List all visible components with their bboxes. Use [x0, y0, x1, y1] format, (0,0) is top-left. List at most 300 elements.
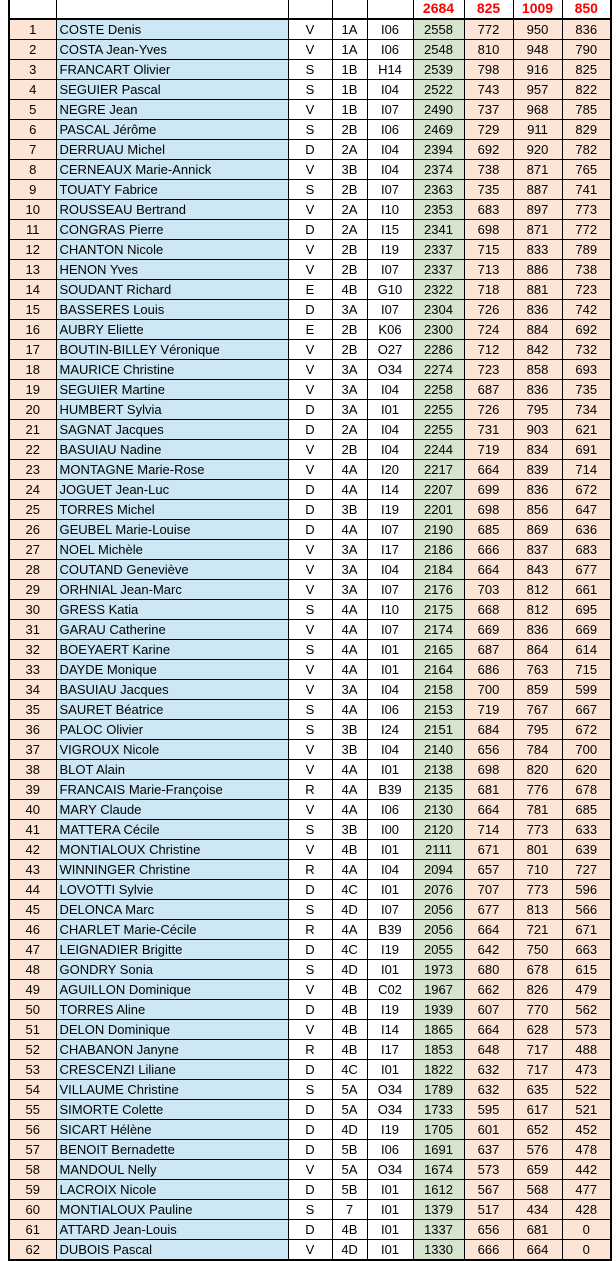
- rank-cell: 62: [9, 1240, 56, 1261]
- category-cell: V: [288, 240, 332, 260]
- rank-cell: 48: [9, 960, 56, 980]
- score2-cell: 826: [513, 980, 562, 1000]
- rank-cell: 26: [9, 520, 56, 540]
- total-cell: 1822: [413, 1060, 464, 1080]
- table-row: [9, 560, 611, 580]
- rank-cell: 52: [9, 1040, 56, 1060]
- score2-cell: 839: [513, 460, 562, 480]
- score1-cell: 719: [464, 440, 513, 460]
- table-row: [9, 600, 611, 620]
- header-cell-0: [9, 0, 56, 19]
- series-cell: 2B: [332, 320, 367, 340]
- table-row: [9, 820, 611, 840]
- category-cell: D: [288, 220, 332, 240]
- table-row: [9, 1220, 611, 1240]
- series-cell: 1A: [332, 19, 367, 40]
- rank-cell: 44: [9, 880, 56, 900]
- table-row: [9, 60, 611, 80]
- rank-cell: 54: [9, 1080, 56, 1100]
- name-cell: HUMBERT Sylvia: [56, 400, 288, 420]
- score3-cell: 672: [562, 720, 611, 740]
- score3-cell: 735: [562, 380, 611, 400]
- score1-cell: 681: [464, 780, 513, 800]
- score1-cell: 735: [464, 180, 513, 200]
- score2-cell: 834: [513, 440, 562, 460]
- rank-cell: 56: [9, 1120, 56, 1140]
- table-row: [9, 220, 611, 240]
- table-row: [9, 320, 611, 340]
- score2-cell: 628: [513, 1020, 562, 1040]
- score3-cell: 772: [562, 220, 611, 240]
- score3-cell: 669: [562, 620, 611, 640]
- rank-cell: 20: [9, 400, 56, 420]
- rank-cell: 2: [9, 40, 56, 60]
- category-cell: E: [288, 280, 332, 300]
- club-cell: I17: [367, 540, 413, 560]
- total-cell: 2190: [413, 520, 464, 540]
- club-cell: O34: [367, 1160, 413, 1180]
- total-cell: 1865: [413, 1020, 464, 1040]
- name-cell: LACROIX Nicole: [56, 1180, 288, 1200]
- name-cell: ORHNIAL Jean-Marc: [56, 580, 288, 600]
- score1-cell: 698: [464, 500, 513, 520]
- name-cell: DELONCA Marc: [56, 900, 288, 920]
- total-cell: 2140: [413, 740, 464, 760]
- score2-cell: 773: [513, 820, 562, 840]
- score1-cell: 729: [464, 120, 513, 140]
- total-cell: 2244: [413, 440, 464, 460]
- total-cell: 2490: [413, 100, 464, 120]
- total-cell: 2322: [413, 280, 464, 300]
- name-cell: ATTARD Jean-Louis: [56, 1220, 288, 1240]
- category-cell: V: [288, 440, 332, 460]
- name-cell: AGUILLON Dominique: [56, 980, 288, 1000]
- score2-cell: 911: [513, 120, 562, 140]
- club-cell: I07: [367, 300, 413, 320]
- series-cell: 4B: [332, 980, 367, 1000]
- rank-cell: 9: [9, 180, 56, 200]
- category-cell: S: [288, 180, 332, 200]
- category-cell: V: [288, 1020, 332, 1040]
- total-cell: 2558: [413, 19, 464, 40]
- score1-cell: 714: [464, 820, 513, 840]
- score3-cell: 428: [562, 1200, 611, 1220]
- name-cell: SOUDANT Richard: [56, 280, 288, 300]
- series-cell: 2A: [332, 420, 367, 440]
- club-cell: I04: [367, 680, 413, 700]
- rank-cell: 17: [9, 340, 56, 360]
- score1-cell: 648: [464, 1040, 513, 1060]
- series-cell: 2B: [332, 260, 367, 280]
- rank-cell: 27: [9, 540, 56, 560]
- name-cell: DUBOIS Pascal: [56, 1240, 288, 1261]
- score2-cell: 681: [513, 1220, 562, 1240]
- total-cell: 2337: [413, 240, 464, 260]
- club-cell: I07: [367, 180, 413, 200]
- series-cell: 4C: [332, 1060, 367, 1080]
- series-cell: 4A: [332, 780, 367, 800]
- rank-cell: 57: [9, 1140, 56, 1160]
- score2-cell: 869: [513, 520, 562, 540]
- club-cell: K06: [367, 320, 413, 340]
- club-cell: I14: [367, 1020, 413, 1040]
- total-cell: 1330: [413, 1240, 464, 1261]
- score1-cell: 669: [464, 620, 513, 640]
- club-cell: I04: [367, 380, 413, 400]
- club-cell: I07: [367, 260, 413, 280]
- table-row: [9, 1080, 611, 1100]
- category-cell: R: [288, 920, 332, 940]
- score2-cell: 776: [513, 780, 562, 800]
- score2-cell: 568: [513, 1180, 562, 1200]
- score1-cell: 698: [464, 220, 513, 240]
- total-cell: 1379: [413, 1200, 464, 1220]
- club-cell: I04: [367, 560, 413, 580]
- table-row: [9, 180, 611, 200]
- rank-cell: 38: [9, 760, 56, 780]
- score1-cell: 703: [464, 580, 513, 600]
- score3-cell: 667: [562, 700, 611, 720]
- score2-cell: 717: [513, 1040, 562, 1060]
- table-row: [9, 19, 611, 40]
- name-cell: VIGROUX Nicole: [56, 740, 288, 760]
- table-row: [9, 1000, 611, 1020]
- club-cell: I07: [367, 520, 413, 540]
- category-cell: D: [288, 480, 332, 500]
- category-cell: D: [288, 1120, 332, 1140]
- name-cell: GONDRY Sonia: [56, 960, 288, 980]
- series-cell: 3B: [332, 740, 367, 760]
- category-cell: D: [288, 1000, 332, 1020]
- club-cell: I19: [367, 1000, 413, 1020]
- rank-cell: 34: [9, 680, 56, 700]
- rank-cell: 30: [9, 600, 56, 620]
- table-row: [9, 940, 611, 960]
- score2-cell: 659: [513, 1160, 562, 1180]
- total-cell: 2286: [413, 340, 464, 360]
- club-cell: B39: [367, 780, 413, 800]
- series-cell: 5A: [332, 1100, 367, 1120]
- total-cell: 2374: [413, 160, 464, 180]
- club-cell: I01: [367, 400, 413, 420]
- name-cell: GARAU Catherine: [56, 620, 288, 640]
- name-cell: CRESCENZI Liliane: [56, 1060, 288, 1080]
- table-row: [9, 780, 611, 800]
- score1-cell: 772: [464, 19, 513, 40]
- total-cell: 2255: [413, 420, 464, 440]
- name-cell: GEUBEL Marie-Louise: [56, 520, 288, 540]
- category-cell: V: [288, 100, 332, 120]
- score3-cell: 822: [562, 80, 611, 100]
- score2-cell: 836: [513, 620, 562, 640]
- rank-cell: 35: [9, 700, 56, 720]
- score1-cell: 657: [464, 860, 513, 880]
- table-row: [9, 760, 611, 780]
- header-cell-8: 850: [562, 0, 611, 19]
- rank-cell: 49: [9, 980, 56, 1000]
- rank-cell: 43: [9, 860, 56, 880]
- category-cell: V: [288, 800, 332, 820]
- score1-cell: 737: [464, 100, 513, 120]
- score3-cell: 672: [562, 480, 611, 500]
- category-cell: S: [288, 720, 332, 740]
- club-cell: I01: [367, 840, 413, 860]
- category-cell: V: [288, 380, 332, 400]
- category-cell: V: [288, 680, 332, 700]
- table-row: [9, 300, 611, 320]
- score3-cell: 442: [562, 1160, 611, 1180]
- series-cell: 2B: [332, 120, 367, 140]
- score1-cell: 656: [464, 740, 513, 760]
- score1-cell: 726: [464, 300, 513, 320]
- table-row: [9, 260, 611, 280]
- total-cell: 1612: [413, 1180, 464, 1200]
- name-cell: TORRES Michel: [56, 500, 288, 520]
- table-row: [9, 380, 611, 400]
- club-cell: I19: [367, 1120, 413, 1140]
- club-cell: I06: [367, 1140, 413, 1160]
- score3-cell: 0: [562, 1220, 611, 1240]
- name-cell: SIMORTE Colette: [56, 1100, 288, 1120]
- club-cell: I01: [367, 880, 413, 900]
- table-row: [9, 880, 611, 900]
- total-cell: 1691: [413, 1140, 464, 1160]
- score1-cell: 607: [464, 1000, 513, 1020]
- series-cell: 4A: [332, 660, 367, 680]
- name-cell: BENOIT Bernadette: [56, 1140, 288, 1160]
- rank-cell: 5: [9, 100, 56, 120]
- name-cell: PALOC Olivier: [56, 720, 288, 740]
- series-cell: 3A: [332, 560, 367, 580]
- category-cell: E: [288, 320, 332, 340]
- category-cell: V: [288, 620, 332, 640]
- club-cell: I04: [367, 860, 413, 880]
- rank-cell: 37: [9, 740, 56, 760]
- club-cell: I10: [367, 200, 413, 220]
- series-cell: 2A: [332, 140, 367, 160]
- table-row: [9, 1040, 611, 1060]
- score1-cell: 713: [464, 260, 513, 280]
- score2-cell: 576: [513, 1140, 562, 1160]
- club-cell: G10: [367, 280, 413, 300]
- rank-cell: 59: [9, 1180, 56, 1200]
- category-cell: S: [288, 960, 332, 980]
- category-cell: S: [288, 640, 332, 660]
- total-cell: 2138: [413, 760, 464, 780]
- club-cell: I10: [367, 600, 413, 620]
- series-cell: 3B: [332, 720, 367, 740]
- series-cell: 4A: [332, 920, 367, 940]
- total-cell: 2469: [413, 120, 464, 140]
- score3-cell: 734: [562, 400, 611, 420]
- header-cell-4: [367, 0, 413, 19]
- series-cell: 1A: [332, 40, 367, 60]
- score2-cell: 678: [513, 960, 562, 980]
- total-cell: 1705: [413, 1120, 464, 1140]
- table-row: [9, 340, 611, 360]
- score1-cell: 699: [464, 480, 513, 500]
- score3-cell: 714: [562, 460, 611, 480]
- club-cell: I01: [367, 1240, 413, 1261]
- score3-cell: 742: [562, 300, 611, 320]
- score1-cell: 684: [464, 720, 513, 740]
- series-cell: 4D: [332, 960, 367, 980]
- table-row: [9, 1020, 611, 1040]
- score3-cell: 615: [562, 960, 611, 980]
- club-cell: I14: [367, 480, 413, 500]
- total-cell: 2304: [413, 300, 464, 320]
- score3-cell: 621: [562, 420, 611, 440]
- score2-cell: 721: [513, 920, 562, 940]
- score3-cell: 727: [562, 860, 611, 880]
- score3-cell: 732: [562, 340, 611, 360]
- score2-cell: 763: [513, 660, 562, 680]
- club-cell: I01: [367, 640, 413, 660]
- score2-cell: 843: [513, 560, 562, 580]
- score1-cell: 718: [464, 280, 513, 300]
- score1-cell: 719: [464, 700, 513, 720]
- category-cell: V: [288, 760, 332, 780]
- name-cell: MONTAGNE Marie-Rose: [56, 460, 288, 480]
- category-cell: D: [288, 400, 332, 420]
- score3-cell: 685: [562, 800, 611, 820]
- score1-cell: 664: [464, 460, 513, 480]
- score2-cell: 812: [513, 580, 562, 600]
- table-row: [9, 1240, 611, 1261]
- score1-cell: 601: [464, 1120, 513, 1140]
- series-cell: 2A: [332, 220, 367, 240]
- name-cell: MANDOUL Nelly: [56, 1160, 288, 1180]
- score2-cell: 903: [513, 420, 562, 440]
- category-cell: D: [288, 420, 332, 440]
- score2-cell: 770: [513, 1000, 562, 1020]
- table-row: [9, 480, 611, 500]
- total-cell: 2135: [413, 780, 464, 800]
- rank-cell: 53: [9, 1060, 56, 1080]
- category-cell: D: [288, 1220, 332, 1240]
- score2-cell: 859: [513, 680, 562, 700]
- club-cell: I07: [367, 620, 413, 640]
- score1-cell: 680: [464, 960, 513, 980]
- score1-cell: 517: [464, 1200, 513, 1220]
- name-cell: BOEYAERT Karine: [56, 640, 288, 660]
- table-row: [9, 900, 611, 920]
- rank-cell: 18: [9, 360, 56, 380]
- score1-cell: 692: [464, 140, 513, 160]
- total-cell: 2111: [413, 840, 464, 860]
- series-cell: 5A: [332, 1160, 367, 1180]
- table-row: [9, 580, 611, 600]
- club-cell: I04: [367, 160, 413, 180]
- score3-cell: 677: [562, 560, 611, 580]
- score1-cell: 666: [464, 1240, 513, 1261]
- name-cell: VILLAUME Christine: [56, 1080, 288, 1100]
- rank-cell: 51: [9, 1020, 56, 1040]
- name-cell: SEGUIER Pascal: [56, 80, 288, 100]
- category-cell: D: [288, 140, 332, 160]
- score1-cell: 723: [464, 360, 513, 380]
- score3-cell: 765: [562, 160, 611, 180]
- club-cell: O34: [367, 1100, 413, 1120]
- name-cell: FRANCAIS Marie-Françoise: [56, 780, 288, 800]
- category-cell: S: [288, 700, 332, 720]
- category-cell: R: [288, 860, 332, 880]
- score3-cell: 596: [562, 880, 611, 900]
- score2-cell: 858: [513, 360, 562, 380]
- score1-cell: 664: [464, 1020, 513, 1040]
- name-cell: FRANCART Olivier: [56, 60, 288, 80]
- rank-cell: 14: [9, 280, 56, 300]
- score3-cell: 566: [562, 900, 611, 920]
- series-cell: 4B: [332, 840, 367, 860]
- rank-cell: 29: [9, 580, 56, 600]
- score2-cell: 886: [513, 260, 562, 280]
- category-cell: S: [288, 1200, 332, 1220]
- table-row: [9, 440, 611, 460]
- series-cell: 2B: [332, 440, 367, 460]
- series-cell: 4A: [332, 860, 367, 880]
- name-cell: ROUSSEAU Bertrand: [56, 200, 288, 220]
- score3-cell: 0: [562, 1240, 611, 1261]
- total-cell: 2056: [413, 900, 464, 920]
- score1-cell: 707: [464, 880, 513, 900]
- category-cell: D: [288, 1180, 332, 1200]
- category-cell: V: [288, 980, 332, 1000]
- score3-cell: 620: [562, 760, 611, 780]
- score2-cell: 948: [513, 40, 562, 60]
- category-cell: V: [288, 460, 332, 480]
- name-cell: AUBRY Eliette: [56, 320, 288, 340]
- series-cell: 3A: [332, 380, 367, 400]
- score1-cell: 656: [464, 1220, 513, 1240]
- score2-cell: 884: [513, 320, 562, 340]
- name-cell: WINNINGER Christine: [56, 860, 288, 880]
- table-row: [9, 100, 611, 120]
- total-cell: 1789: [413, 1080, 464, 1100]
- category-cell: V: [288, 560, 332, 580]
- score1-cell: 686: [464, 660, 513, 680]
- score2-cell: 871: [513, 160, 562, 180]
- total-cell: 1967: [413, 980, 464, 1000]
- score1-cell: 731: [464, 420, 513, 440]
- name-cell: LEIGNADIER Brigitte: [56, 940, 288, 960]
- score2-cell: 710: [513, 860, 562, 880]
- total-cell: 2255: [413, 400, 464, 420]
- total-cell: 2094: [413, 860, 464, 880]
- total-cell: 2217: [413, 460, 464, 480]
- series-cell: 4D: [332, 1120, 367, 1140]
- club-cell: B39: [367, 920, 413, 940]
- rank-cell: 41: [9, 820, 56, 840]
- series-cell: 3A: [332, 540, 367, 560]
- score2-cell: 836: [513, 380, 562, 400]
- series-cell: 3A: [332, 360, 367, 380]
- score1-cell: 664: [464, 920, 513, 940]
- series-cell: 1B: [332, 100, 367, 120]
- score3-cell: 829: [562, 120, 611, 140]
- score3-cell: 522: [562, 1080, 611, 1100]
- table-row: [9, 700, 611, 720]
- table-row: [9, 120, 611, 140]
- score2-cell: 837: [513, 540, 562, 560]
- score1-cell: 810: [464, 40, 513, 60]
- series-cell: 1B: [332, 80, 367, 100]
- score3-cell: 614: [562, 640, 611, 660]
- score2-cell: 836: [513, 480, 562, 500]
- rank-cell: 36: [9, 720, 56, 740]
- category-cell: V: [288, 840, 332, 860]
- name-cell: COSTA Jean-Yves: [56, 40, 288, 60]
